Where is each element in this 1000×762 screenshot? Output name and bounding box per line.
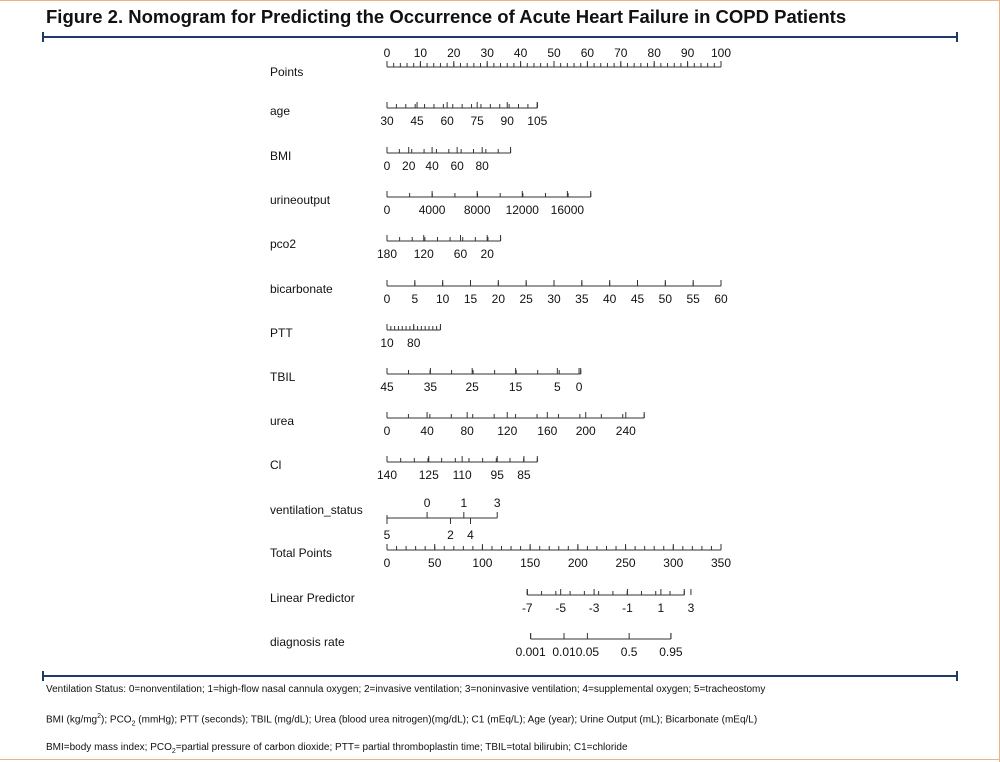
figure-title: Figure 2. Nomogram for Predicting the Occurrence of Acute Heart Failure in COPD Patients [46, 6, 847, 27]
tick-label-tbil: 5 [553, 380, 561, 394]
tick-label-age: 30 [380, 114, 394, 128]
tick-label-points: 70 [614, 46, 628, 60]
tick-label-points: 40 [513, 46, 528, 60]
footnote-abbreviations: BMI=body mass index; $PCO_2=partial$ pressure of carbon dioxide; PTT= partial thromboplastin time; TBIL=total bilirubin; C1=chloride [46, 742, 628, 755]
tick-label-diagnosis-rate: 0.05 [575, 645, 600, 659]
tick-label-below-ventilation-status: 5 [383, 528, 391, 542]
tick-label-tbil: 0 [575, 380, 583, 394]
tick-label-diagnosis-rate: 0.5 [620, 645, 638, 659]
tick-label-tbil: 35 [423, 380, 438, 394]
tick-label-total-points: 0 [383, 556, 391, 570]
tick-label-tbil: 25 [465, 380, 479, 394]
tick-label-urea: 240 [615, 424, 636, 438]
footnote-units: BMI $(kg/mg^2)$; $PCO_2$ (mmHg); PTT (seconds); TBIL (mg/dL); Urea (blood urea nitrogen)(mg/dL); C1 (mEq/L); Age (year); Urine Output (mL); Bicarbonate (mEq/L) [46, 713, 758, 728]
tick-label-pco2: 120 [413, 247, 434, 261]
tick-label-points: 60 [580, 46, 595, 60]
tick-label-urineoutput: 4000 [418, 203, 446, 217]
tick-label-linear-predictor: -3 [588, 601, 600, 615]
row-label-cl: Cl [270, 458, 282, 472]
tick-label-cl: 110 [452, 468, 472, 482]
tick-label-bmi: 40 [425, 159, 439, 173]
tick-label-urea: 160 [537, 424, 558, 438]
tick-label-above-ventilation-status: 3 [493, 496, 501, 510]
tick-label-urea: 200 [575, 424, 596, 438]
tick-label-urea: 40 [420, 424, 434, 438]
tick-label-urineoutput: 8000 [463, 203, 491, 217]
tick-label-above-ventilation-status: 1 [460, 496, 468, 510]
tick-label-urineoutput: 12000 [505, 203, 539, 217]
tick-label-bicarbonate: 25 [519, 292, 533, 306]
frame-top-border [0, 0, 1000, 1]
tick-label-cl: 140 [376, 468, 398, 482]
tick-label-age: 90 [500, 114, 514, 128]
tick-label-age: 45 [410, 114, 424, 128]
tick-label-points: 20 [447, 46, 461, 60]
frame-bottom-border [0, 759, 1000, 760]
footnote-ventilation: Ventilation Status: 0=nonventilation; 1=high-flow nasal cannula oxygen; 2=invasive ventilation; 3=noninvasive ventilation; 4=supplemental oxygen; 5=tracheostomy [46, 684, 766, 695]
tick-label-linear-predictor: -1 [622, 601, 633, 615]
tick-label-bmi: 80 [475, 159, 489, 173]
tick-label-bicarbonate: 30 [547, 292, 561, 306]
tick-label-bicarbonate: 15 [463, 292, 478, 306]
tick-label-bicarbonate: 5 [411, 292, 419, 306]
tick-label-total-points: 100 [472, 556, 493, 570]
tick-label-cl: 95 [490, 468, 504, 482]
tick-label-linear-predictor: 1 [657, 601, 665, 615]
tick-label-below-ventilation-status: 2 [447, 528, 454, 542]
tick-label-bmi: 20 [402, 159, 416, 173]
tick-label-urea: 0 [383, 424, 391, 438]
tick-label-tbil: 15 [508, 380, 523, 394]
row-label-points: Points [270, 65, 304, 79]
row-label-ventilation-status: ventilation_status [270, 503, 363, 517]
tick-label-total-points: 300 [663, 556, 684, 570]
tick-label-points: 50 [547, 46, 561, 60]
tick-label-bicarbonate: 45 [630, 292, 645, 306]
tick-label-bmi: 0 [383, 159, 391, 173]
tick-label-linear-predictor: 3 [687, 601, 695, 615]
tick-label-bicarbonate: 20 [491, 292, 506, 306]
tick-label-cl: 125 [418, 468, 439, 482]
tick-label-age: 75 [470, 114, 484, 128]
tick-label-age: 105 [527, 114, 548, 128]
tick-label-bicarbonate: 40 [602, 292, 617, 306]
row-label-tbil: TBIL [270, 370, 296, 384]
tick-label-diagnosis-rate: 0.01 [552, 645, 576, 659]
row-label-bmi: BMI [270, 149, 292, 163]
row-label-linear-predictor: Linear Predictor [270, 591, 355, 605]
tick-label-linear-predictor: -7 [521, 601, 533, 615]
tick-label-points: 10 [413, 46, 428, 60]
tick-label-ptt: 80 [407, 336, 421, 350]
tick-label-diagnosis-rate: 0.95 [659, 645, 683, 659]
tick-label-bicarbonate: 50 [658, 292, 673, 306]
row-label-diagnosis-rate: diagnosis rate [270, 635, 345, 649]
tick-label-pco2: 180 [376, 247, 398, 261]
tick-label-bicarbonate: 60 [714, 292, 728, 306]
tick-label-total-points: 50 [428, 556, 442, 570]
tick-label-points: 0 [383, 46, 391, 60]
tick-label-total-points: 350 [710, 556, 732, 570]
row-label-total-points: Total Points [270, 546, 333, 560]
footnote-rule [42, 675, 958, 677]
tick-label-bicarbonate: 55 [686, 292, 700, 306]
tick-label-total-points: 150 [520, 556, 541, 570]
tick-label-diagnosis-rate: 0.001 [515, 645, 546, 659]
tick-label-urea: 120 [497, 424, 518, 438]
row-label-age: age [270, 104, 291, 118]
tick-label-urineoutput: 16000 [550, 203, 585, 217]
tick-label-ptt: 10 [380, 336, 394, 350]
title-rule [42, 36, 958, 38]
tick-label-bicarbonate: 10 [435, 292, 450, 306]
tick-label-age: 60 [440, 114, 454, 128]
tick-label-total-points: 200 [567, 556, 588, 570]
tick-label-below-ventilation-status: 4 [467, 528, 474, 542]
tick-label-points: 30 [480, 46, 494, 60]
tick-label-above-ventilation-status: 0 [423, 496, 431, 510]
tick-label-pco2: 60 [453, 247, 468, 261]
row-label-urea: urea [270, 414, 295, 428]
tick-label-urineoutput: 0 [383, 203, 391, 217]
tick-label-bicarbonate: 0 [383, 292, 391, 306]
row-label-bicarbonate: bicarbonate [270, 282, 333, 296]
tick-label-total-points: 250 [615, 556, 636, 570]
tick-label-urea: 80 [460, 424, 474, 438]
nomogram-chart [0, 40, 1000, 674]
tick-label-cl: 85 [517, 468, 531, 482]
tick-label-bicarbonate: 35 [575, 292, 589, 306]
tick-label-pco2: 20 [480, 247, 494, 261]
row-label-ptt: PTT [270, 326, 293, 340]
row-label-urineoutput: urineoutput [270, 193, 331, 207]
tick-label-points: 100 [710, 46, 732, 60]
tick-label-points: 90 [680, 46, 695, 60]
row-label-pco2: pco2 [270, 237, 297, 251]
tick-label-tbil: 45 [380, 380, 394, 394]
tick-label-points: 80 [647, 46, 661, 60]
tick-label-bmi: 60 [450, 159, 464, 173]
tick-label-linear-predictor: -5 [555, 601, 567, 615]
